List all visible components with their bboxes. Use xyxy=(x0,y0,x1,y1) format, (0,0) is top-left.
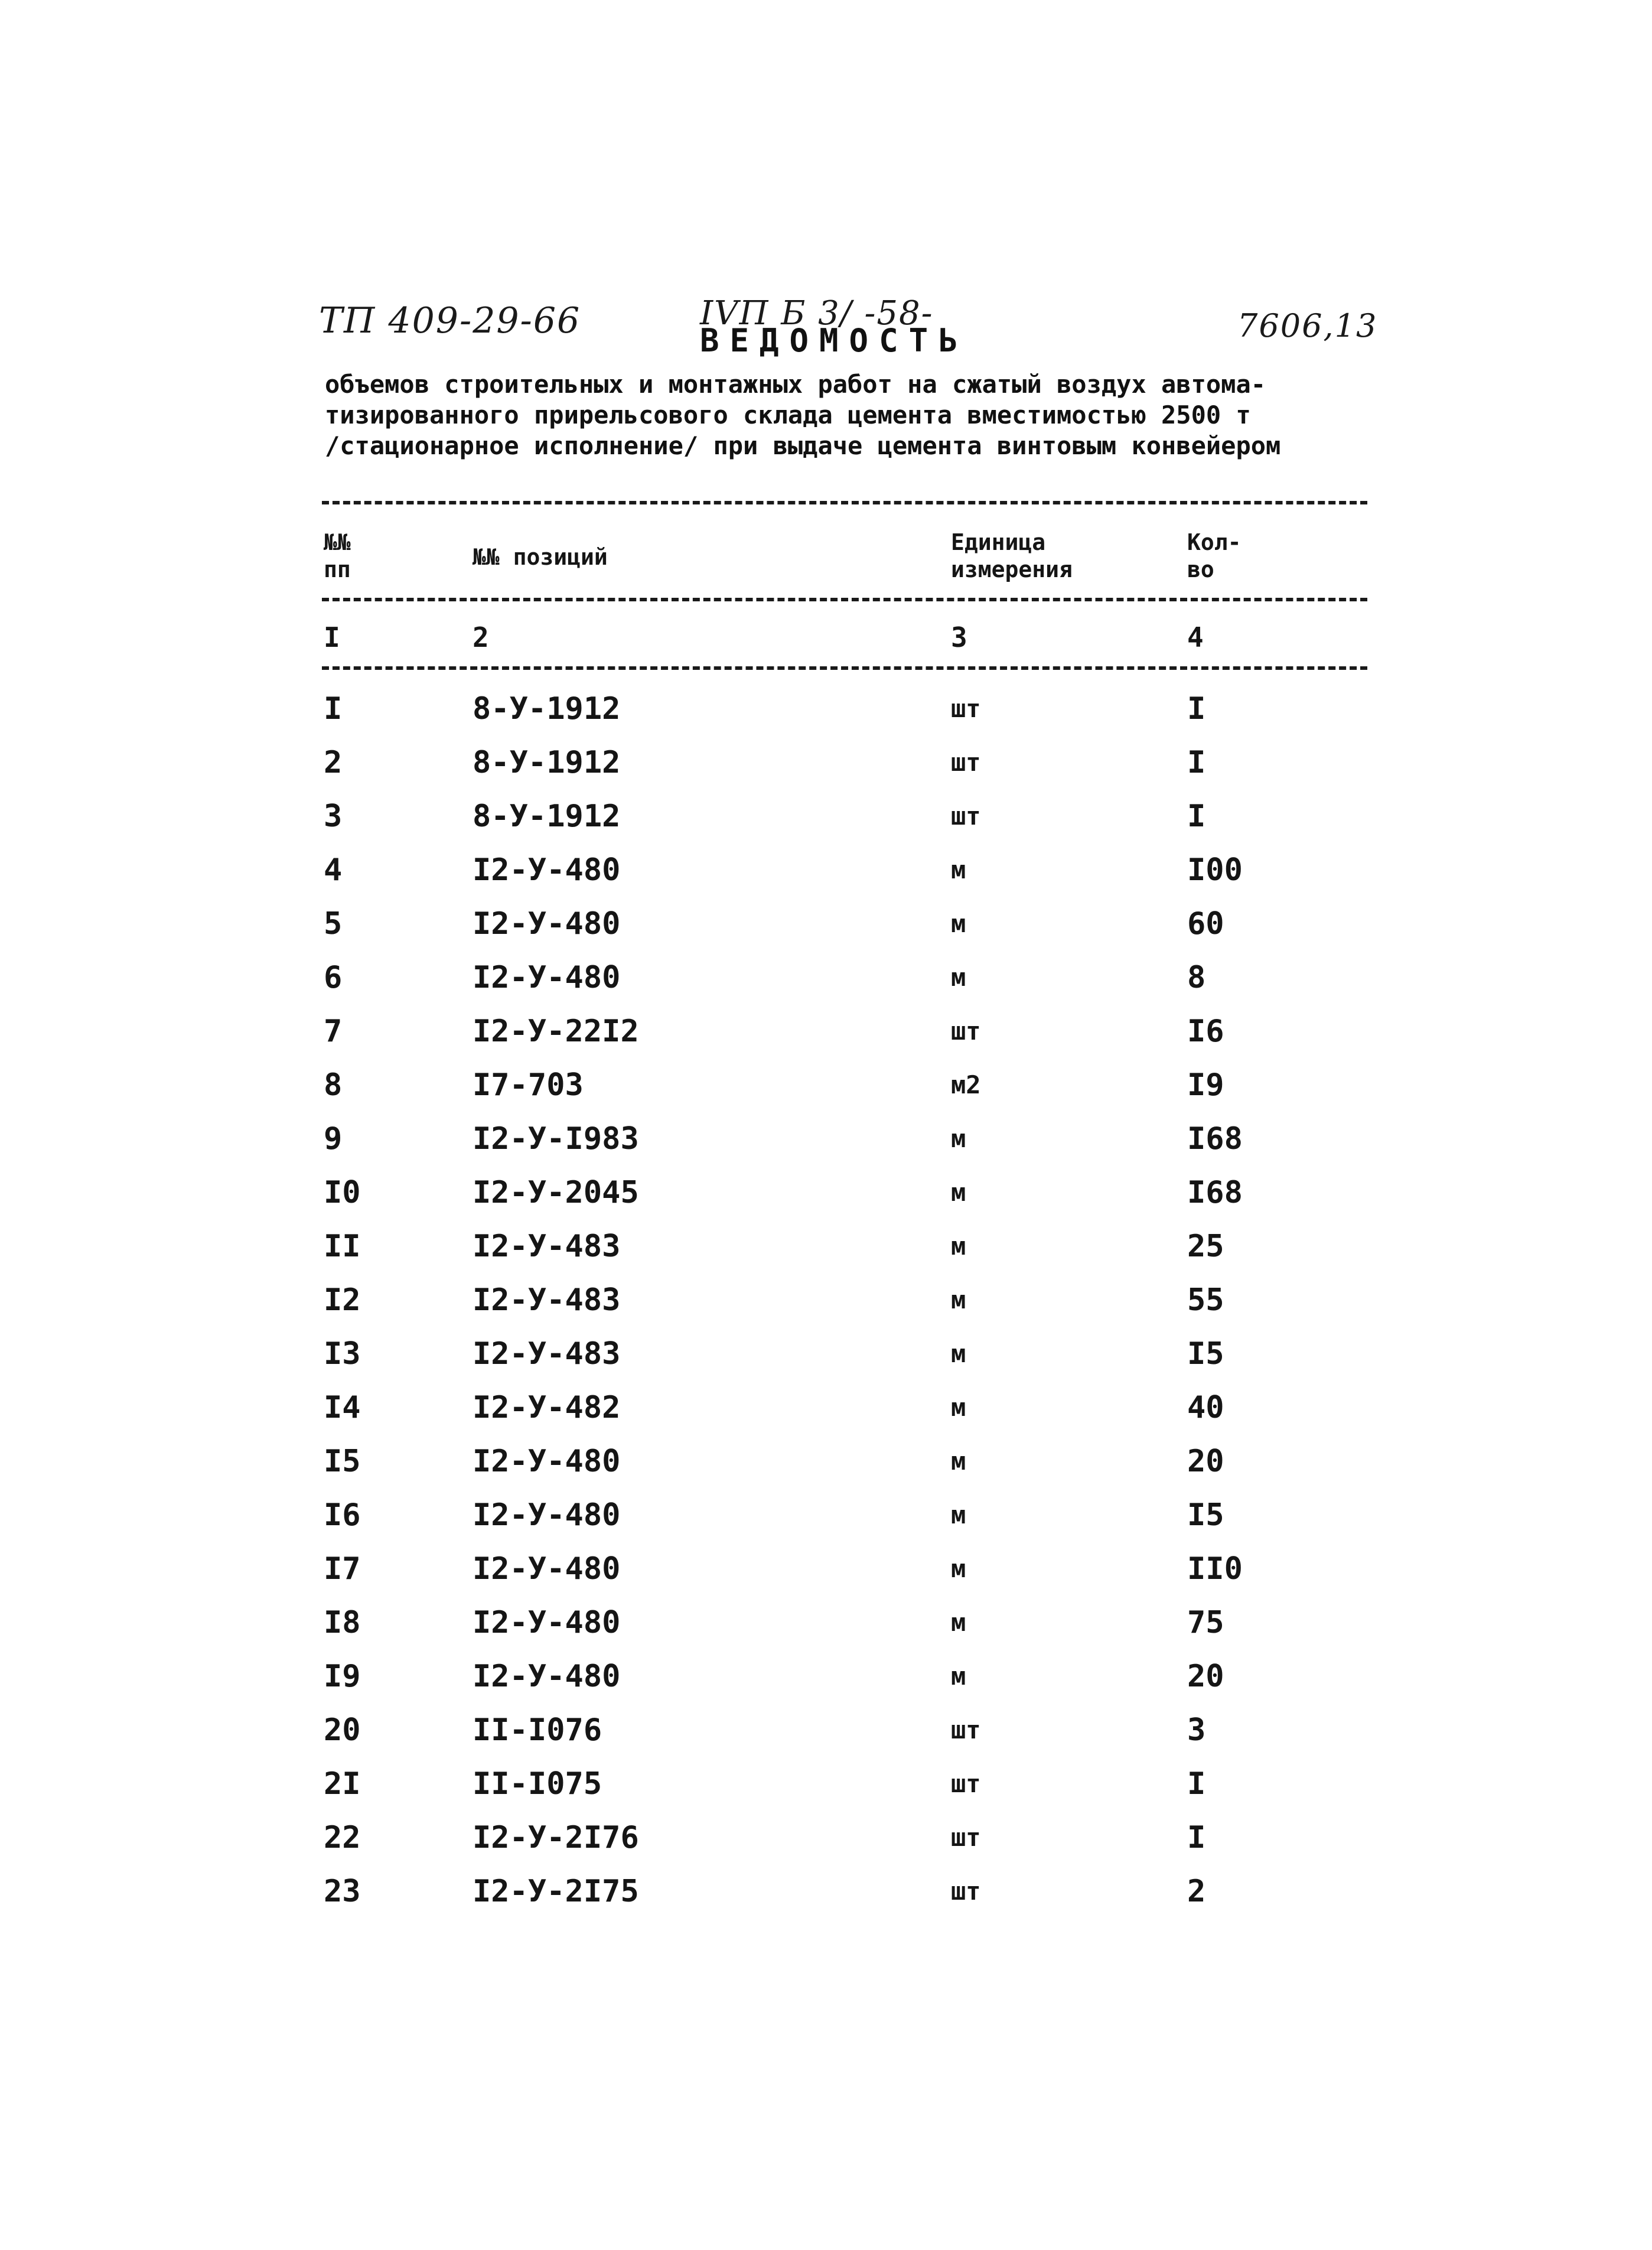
cell-unit: м xyxy=(951,1393,966,1422)
cell-number: I xyxy=(324,691,343,727)
cell-position: 8-У-1912 xyxy=(473,799,621,834)
table-row xyxy=(0,1548,1652,1595)
cell-unit: м xyxy=(951,1232,966,1261)
col-number-4: 4 xyxy=(1187,621,1204,653)
cell-unit: шт xyxy=(951,1823,981,1852)
cell-position: 8-У-1912 xyxy=(473,745,621,780)
cell-position: II-I075 xyxy=(473,1766,602,1802)
cell-quantity: 3 xyxy=(1187,1712,1206,1748)
cell-unit: шт xyxy=(951,748,981,777)
cell-position: I2-У-22I2 xyxy=(473,1014,639,1049)
table-row xyxy=(0,742,1652,789)
cell-number: 8 xyxy=(324,1067,343,1103)
cell-position: I7-703 xyxy=(473,1067,584,1103)
table-row xyxy=(0,1656,1652,1703)
table-row xyxy=(0,1494,1652,1542)
col-header-quantity: Кол- во xyxy=(1187,529,1242,582)
cell-quantity: I xyxy=(1187,1820,1206,1855)
table-row xyxy=(0,957,1652,1004)
cell-unit: м xyxy=(951,1124,966,1153)
table-row xyxy=(0,1172,1652,1219)
cell-number: 23 xyxy=(324,1874,361,1909)
cell-unit: шт xyxy=(951,802,981,831)
inventory-number: 7606,13 xyxy=(1237,307,1378,344)
cell-number: 6 xyxy=(324,960,343,995)
cell-quantity: 55 xyxy=(1187,1282,1224,1318)
cell-number: I7 xyxy=(324,1551,361,1587)
cell-quantity: I5 xyxy=(1187,1497,1224,1533)
cell-unit: м xyxy=(951,1447,966,1476)
table-row xyxy=(0,1817,1652,1864)
cell-position: I2-У-2I76 xyxy=(473,1820,639,1855)
cell-unit: м xyxy=(951,1178,966,1207)
table-row xyxy=(0,1279,1652,1327)
col-header-position: №№ позиций xyxy=(473,544,608,570)
cell-position: I2-У-483 xyxy=(473,1336,621,1372)
cell-number: I0 xyxy=(324,1175,361,1210)
table-row xyxy=(0,688,1652,735)
cell-position: I2-У-480 xyxy=(473,1659,621,1694)
cell-unit: м xyxy=(951,1662,966,1691)
table-row xyxy=(0,1871,1652,1918)
cell-quantity: I6 xyxy=(1187,1014,1224,1049)
cell-number: 22 xyxy=(324,1820,361,1855)
table-row xyxy=(0,1011,1652,1058)
cell-unit: м xyxy=(951,963,966,992)
cell-quantity: I68 xyxy=(1187,1175,1243,1210)
cell-number: I4 xyxy=(324,1390,361,1425)
cell-number: 7 xyxy=(324,1014,343,1049)
subtitle-line: тизированного прирельсового склада цемента вместимостью 2500 т xyxy=(325,400,1251,429)
cell-quantity: I xyxy=(1187,799,1206,834)
table-row xyxy=(0,1763,1652,1811)
col-header-unit: Единица измерения xyxy=(951,529,1073,582)
sheet-marking: IVП Б 3/ -58- xyxy=(700,294,934,333)
col-number-2: 2 xyxy=(473,621,489,653)
table-row xyxy=(0,849,1652,897)
cell-quantity: 60 xyxy=(1187,906,1224,942)
cell-quantity: 2 xyxy=(1187,1874,1206,1909)
table-row xyxy=(0,1226,1652,1273)
document-subtitle xyxy=(325,369,1376,461)
cell-unit: м xyxy=(951,1500,966,1529)
cell-position: I2-У-480 xyxy=(473,960,621,995)
table-row xyxy=(0,1602,1652,1649)
cell-number: I8 xyxy=(324,1605,361,1640)
cell-unit: шт xyxy=(951,694,981,723)
cell-quantity: 25 xyxy=(1187,1229,1224,1264)
cell-unit: шт xyxy=(951,1877,981,1906)
cell-position: I2-У-2045 xyxy=(473,1175,639,1210)
cell-position: I2-У-I983 xyxy=(473,1121,639,1157)
cell-number: I2 xyxy=(324,1282,361,1318)
cell-unit: м2 xyxy=(951,1070,981,1099)
cell-quantity: 20 xyxy=(1187,1444,1224,1479)
cell-quantity: I00 xyxy=(1187,852,1243,888)
cell-unit: м xyxy=(951,1554,966,1583)
cell-quantity: I9 xyxy=(1187,1067,1224,1103)
col-header-number: №№ пп xyxy=(324,529,351,582)
cell-quantity: I5 xyxy=(1187,1336,1224,1372)
table-row xyxy=(0,796,1652,843)
document-title: ВЕДОМОСТЬ xyxy=(700,322,969,359)
cell-number: 5 xyxy=(324,906,343,942)
cell-position: I2-У-480 xyxy=(473,906,621,942)
table-row xyxy=(0,1333,1652,1380)
cell-quantity: I xyxy=(1187,691,1206,727)
cell-position: I2-У-480 xyxy=(473,1497,621,1533)
table-row xyxy=(0,1064,1652,1112)
cell-number: I5 xyxy=(324,1444,361,1479)
table-row xyxy=(0,1387,1652,1434)
cell-number: I9 xyxy=(324,1659,361,1694)
subtitle-line: /стационарное исполнение/ при выдаче цемента винтовым конвейером xyxy=(325,431,1281,460)
header-rule xyxy=(322,598,1367,601)
cell-unit: шт xyxy=(951,1017,981,1046)
table-row xyxy=(0,1441,1652,1488)
table-row xyxy=(0,1118,1652,1165)
cell-unit: м xyxy=(951,909,966,938)
cell-quantity: I xyxy=(1187,1766,1206,1802)
cell-unit: шт xyxy=(951,1715,981,1744)
cell-number: I6 xyxy=(324,1497,361,1533)
cell-quantity: 8 xyxy=(1187,960,1206,995)
table-top-rule xyxy=(322,501,1367,504)
col-number-3: 3 xyxy=(951,621,967,653)
cell-position: I2-У-482 xyxy=(473,1390,621,1425)
cell-quantity: I68 xyxy=(1187,1121,1243,1157)
col-number-1: I xyxy=(324,621,340,653)
table-row xyxy=(0,1710,1652,1757)
cell-position: I2-У-480 xyxy=(473,1605,621,1640)
column-numbers-rule xyxy=(322,666,1367,670)
cell-unit: м xyxy=(951,1285,966,1314)
cell-quantity: 40 xyxy=(1187,1390,1224,1425)
cell-number: 3 xyxy=(324,799,343,834)
cell-number: I3 xyxy=(324,1336,361,1372)
cell-quantity: 20 xyxy=(1187,1659,1224,1694)
cell-number: 2 xyxy=(324,745,343,780)
document-code: ТП 409-29-66 xyxy=(319,300,581,341)
cell-position: II-I076 xyxy=(473,1712,602,1748)
cell-position: 8-У-1912 xyxy=(473,691,621,727)
cell-number: 20 xyxy=(324,1712,361,1748)
table-row xyxy=(0,903,1652,950)
cell-quantity: 75 xyxy=(1187,1605,1224,1640)
cell-unit: шт xyxy=(951,1769,981,1798)
cell-unit: м xyxy=(951,855,966,884)
subtitle-line: объемов строительных и монтажных работ на сжатый воздух автома- xyxy=(325,370,1266,399)
cell-position: I2-У-2I75 xyxy=(473,1874,639,1909)
cell-unit: м xyxy=(951,1608,966,1637)
cell-quantity: I xyxy=(1187,745,1206,780)
cell-position: I2-У-480 xyxy=(473,1551,621,1587)
cell-position: I2-У-483 xyxy=(473,1229,621,1264)
cell-unit: м xyxy=(951,1339,966,1368)
cell-number: 4 xyxy=(324,852,343,888)
cell-quantity: II0 xyxy=(1187,1551,1243,1587)
cell-position: I2-У-480 xyxy=(473,1444,621,1479)
cell-position: I2-У-480 xyxy=(473,852,621,888)
cell-number: 2I xyxy=(324,1766,361,1802)
cell-number: 9 xyxy=(324,1121,343,1157)
cell-number: II xyxy=(324,1229,361,1264)
cell-position: I2-У-483 xyxy=(473,1282,621,1318)
